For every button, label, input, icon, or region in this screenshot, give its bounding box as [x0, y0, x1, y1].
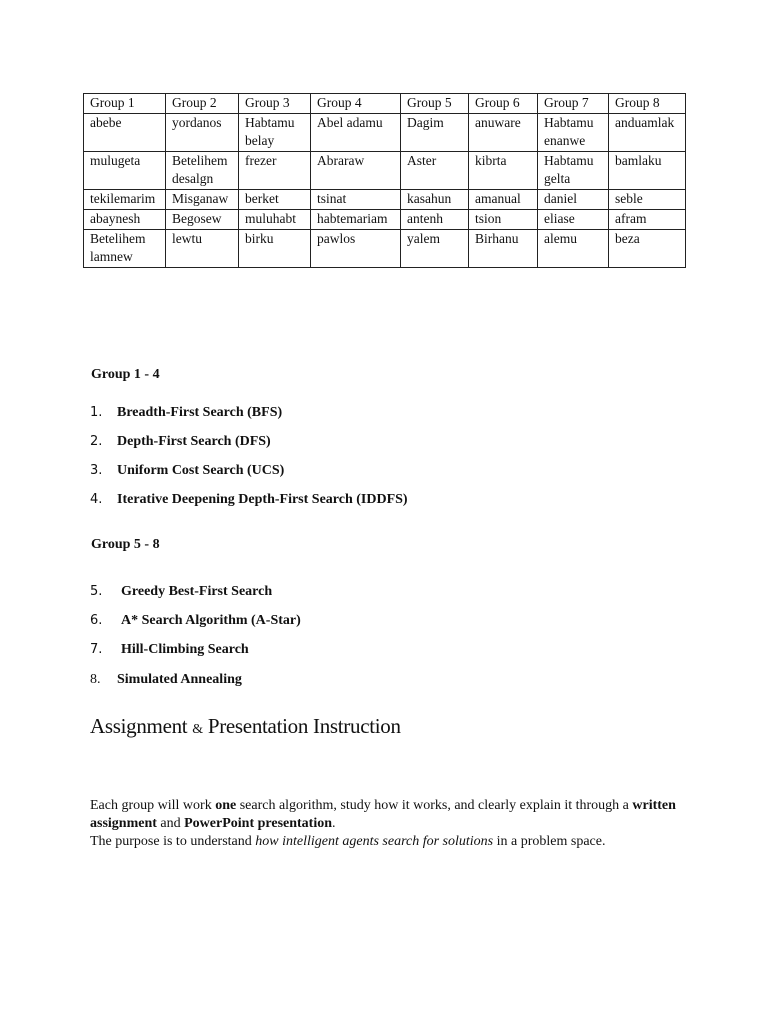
table-cell: Abraraw [311, 152, 401, 190]
table-header-cell: Group 4 [311, 94, 401, 114]
table-cell: kasahun [401, 190, 469, 210]
table-row [84, 210, 686, 230]
table-header-cell: Group 6 [469, 94, 538, 114]
table-cell: beza [609, 230, 686, 268]
table-cell: mulugeta [84, 152, 166, 190]
table-cell: muluhabt [239, 210, 311, 230]
table-cell: daniel [538, 190, 609, 210]
table-cell: alemu [538, 230, 609, 268]
table-header-cell: Group 8 [609, 94, 686, 114]
section-label-group-1-4: Group 1 - 4 [91, 367, 160, 382]
list-item [90, 463, 284, 479]
table-cell: abebe [84, 114, 166, 152]
table-cell: tsion [469, 210, 538, 230]
list-item-number: 4. [90, 492, 103, 507]
text-run-bold: one [215, 798, 237, 813]
table-cell: bamlaku [609, 152, 686, 190]
list-item-number: 6. [90, 613, 103, 628]
list-item-number: 7. [90, 642, 103, 657]
table-cell: Habtamu belay [239, 114, 311, 152]
text-run: and [156, 816, 185, 831]
table-cell: amanual [469, 190, 538, 210]
table-cell: Habtamu gelta [538, 152, 609, 190]
text-run: search algorithm, study how it works, and clearly explain it through a [236, 798, 633, 813]
list-item-number: 2. [90, 434, 103, 449]
table-header-cell: Group 5 [401, 94, 469, 114]
list-item [90, 642, 249, 658]
table-cell: pawlos [311, 230, 401, 268]
text-run-italic: how intelligent agents search for solutions [255, 834, 494, 849]
table-cell: abaynesh [84, 210, 166, 230]
table-cell: tsinat [311, 190, 401, 210]
heading-part-1: Assignment [90, 714, 193, 738]
group-assignment-table [83, 93, 686, 268]
list-item-number: 5. [90, 584, 103, 599]
list-item [90, 613, 301, 629]
table-cell: yalem [401, 230, 469, 268]
table-row [84, 114, 686, 152]
table-cell: birku [239, 230, 311, 268]
table-cell: tekilemarim [84, 190, 166, 210]
list-item [90, 434, 271, 450]
table-cell: habtemariam [311, 210, 401, 230]
list-item-number: 8. [90, 672, 101, 687]
table-cell: Abel adamu [311, 114, 401, 152]
table-header-cell: Group 7 [538, 94, 609, 114]
list-item-title: Iterative Deepening Depth-First Search (IDDFS) [117, 492, 408, 507]
table-cell: Begosew [166, 210, 239, 230]
table-cell: seble [609, 190, 686, 210]
table-cell: anduamlak [609, 114, 686, 152]
section-heading [90, 714, 401, 739]
table-cell: lewtu [166, 230, 239, 268]
list-item [90, 492, 408, 508]
instruction-paragraph [90, 797, 690, 851]
table-cell: berket [239, 190, 311, 210]
text-run: . [332, 816, 336, 831]
list-item-title: Greedy Best-First Search [121, 584, 273, 599]
list-item-number: 3. [90, 463, 103, 478]
list-item-title: Hill-Climbing Search [121, 642, 249, 657]
section-label-group-5-8: Group 5 - 8 [91, 537, 160, 552]
table-cell: Aster [401, 152, 469, 190]
table-cell: Birhanu [469, 230, 538, 268]
table-cell: eliase [538, 210, 609, 230]
table-cell: Betelihem desalgn [166, 152, 239, 190]
table-cell: kibrta [469, 152, 538, 190]
table-cell: Betelihem lamnew [84, 230, 166, 268]
text-run: The purpose is to understand [90, 834, 256, 849]
heading-ampersand: & [192, 722, 203, 737]
text-run: in a problem space. [493, 834, 606, 849]
table-row [84, 190, 686, 210]
table-cell: frezer [239, 152, 311, 190]
text-run-bold: PowerPoint presentation [184, 816, 333, 831]
table-header-cell: Group 3 [239, 94, 311, 114]
list-item [90, 584, 272, 600]
list-item-title: Simulated Annealing [117, 672, 242, 687]
list-item [90, 672, 242, 688]
table-cell: antenh [401, 210, 469, 230]
list-item-number: 1. [90, 405, 103, 420]
table-cell: anuware [469, 114, 538, 152]
heading-part-2: Presentation Instruction [202, 714, 401, 738]
table-row [84, 152, 686, 190]
table-cell: yordanos [166, 114, 239, 152]
list-item-title: Depth-First Search (DFS) [117, 434, 271, 449]
list-item-title: Uniform Cost Search (UCS) [117, 463, 285, 478]
table-row [84, 230, 686, 268]
table-cell: Misganaw [166, 190, 239, 210]
text-run-bold: written assignment [90, 798, 676, 831]
table-cell: Dagim [401, 114, 469, 152]
list-item [90, 405, 282, 421]
list-item-title: Breadth-First Search (BFS) [117, 405, 283, 420]
table-header-cell: Group 2 [166, 94, 239, 114]
table-header-cell: Group 1 [84, 94, 166, 114]
list-item-title: A* Search Algorithm (A-Star) [121, 613, 301, 628]
text-run: Each group will work [90, 798, 216, 813]
table-cell: afram [609, 210, 686, 230]
table-header-row [84, 94, 686, 114]
table-cell: Habtamu enanwe [538, 114, 609, 152]
